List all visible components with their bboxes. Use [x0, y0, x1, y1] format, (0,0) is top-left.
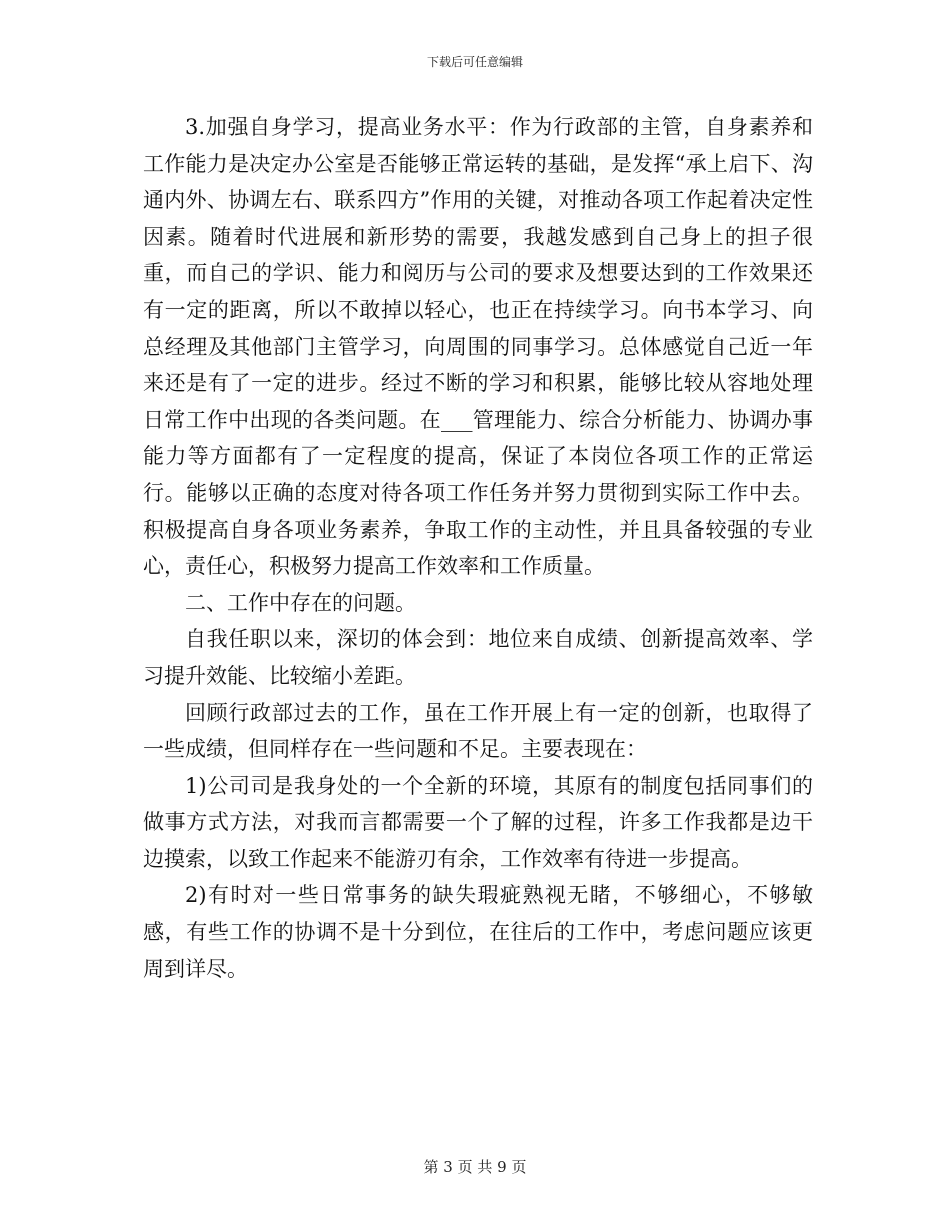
- paragraph-issue-1: 1)公司司是我身处的一个全新的环境，其原有的制度包括同事们的做事方式方法，对我而言都需要一个了解的过程，许多工作我都是边干边摸索，以致工作起来不能游刃有余，工作效率有待进一步提高。: [143, 773, 813, 871]
- paragraph-issue-2: 2)有时对一些日常事务的缺失瑕疵熟视无睹，不够细心，不够敏感，有些工作的协调不是十分到位，在往后的工作中，考虑问题应该更周到详尽。: [143, 883, 813, 981]
- paragraph-experience: 自我任职以来，深切的体会到：地位来自成绩、创新提高效率、学习提升效能、比较缩小差距。: [143, 627, 813, 688]
- document-body: [143, 109, 813, 987]
- page-number: 第 3 页 共 9 页: [423, 1158, 527, 1176]
- paragraph-review: 回顾行政部过去的工作，虽在工作开展上有一定的创新，也取得了一些成绩，但同样存在一些问题和不足。主要表现在：: [143, 700, 813, 762]
- page-header: 下载后可任意编辑: [426, 55, 523, 69]
- paragraph-self-study: 3.加强自身学习，提高业务水平：作为行政部的主管，自身素养和工作能力是决定办公室是否能够正常运转的基础，是发挥“承上启下、沟通内外、协调左右、联系四方”作用的关键，对推动各项工作起着决定性因素。随着时代进展和新形势的需要，我越发感到自己身上的担子很重，而自己的学识、能力和阅历与公司的要求及想要达到的工作效果还有一定的距离，所以不敢掉以轻心，也正在持续学习。向书本学习、向总经理及其他部门主管学习，向周围的同事学习。总体感觉自己近一年来还是有了一定的进步。经过不断的学习和积累，能够比较从容地处理日常工作中出现的各类问题。在___管理能力、综合分析能力、协调办事能力等方面都有了一定程度的提高，保证了本岗位各项工作的正常运行。能够以正确的态度对待各项工作任务并努力贯彻到实际工作中去。积极提高自身各项业务素养，争取工作的主动性，并且具备较强的专业心，责任心，积极努力提高工作效率和工作质量。: [143, 115, 813, 579]
- section-heading-problems: 二、工作中存在的问题。: [185, 590, 416, 615]
